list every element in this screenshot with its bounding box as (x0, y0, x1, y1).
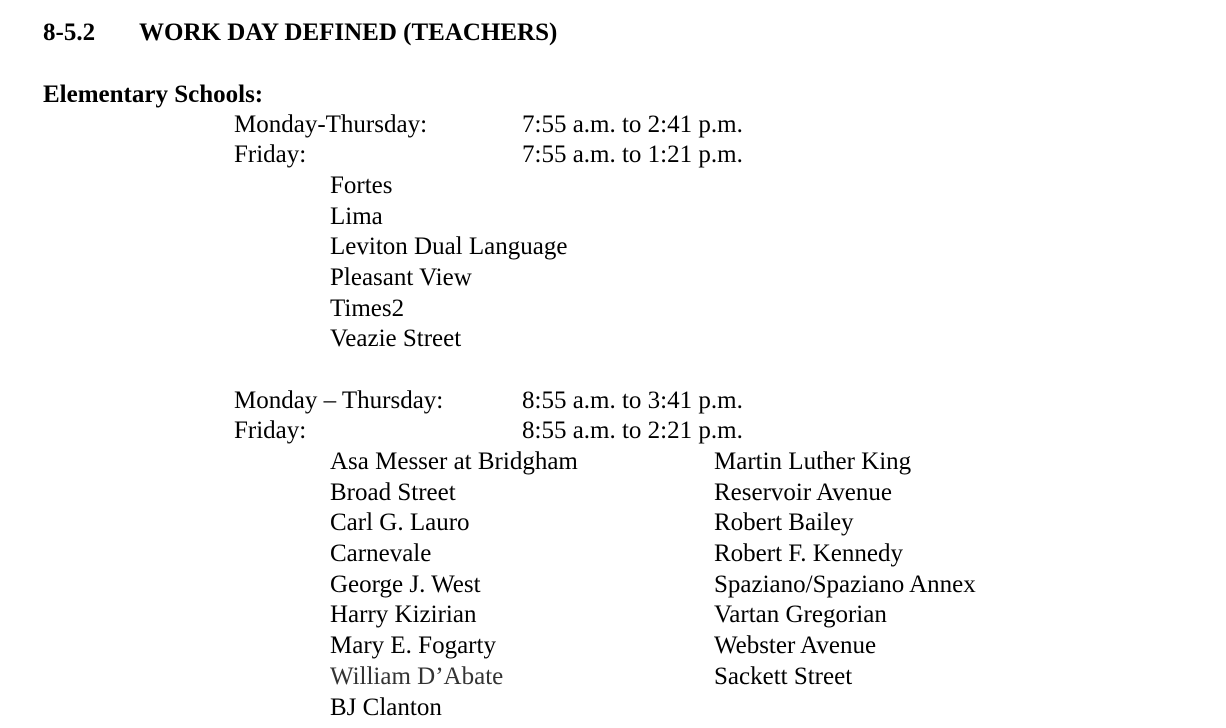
school-list-group1 (330, 171, 567, 355)
schedule-row (234, 140, 743, 170)
schedule-hours: 7:55 a.m. to 1:21 p.m. (522, 141, 743, 168)
schedule-row (234, 110, 743, 140)
elementary-schools-heading: Elementary Schools: (43, 81, 264, 108)
schedule-hours: 8:55 a.m. to 3:41 p.m. (522, 387, 743, 414)
school-name: George J. West (330, 570, 481, 598)
school-name: Sackett Street (714, 662, 853, 690)
schedule-day: Friday: (234, 417, 307, 444)
section-heading (43, 16, 557, 50)
schedule-hours: 8:55 a.m. to 2:21 p.m. (522, 417, 743, 444)
school-name: Carnevale (330, 540, 432, 568)
school-name: Robert Bailey (714, 509, 854, 537)
school-name: Asa Messer at Bridgham (330, 448, 578, 475)
school-name: Lima (330, 202, 383, 230)
school-name: Veazie Street (330, 325, 462, 353)
schedule-day: Monday-Thursday: (234, 111, 428, 138)
school-name: William D’Abate (330, 662, 504, 690)
section-number: 8-5.2 (43, 19, 96, 46)
school-name: Mary E. Fogarty (330, 632, 496, 660)
school-name: Broad Street (330, 478, 456, 506)
school-name: Robert F. Kennedy (714, 540, 903, 568)
schedule-row (234, 416, 743, 446)
schedule-hours: 7:55 a.m. to 2:41 p.m. (522, 111, 743, 138)
school-name: Carl G. Lauro (330, 509, 470, 537)
schedule-row (234, 386, 743, 416)
school-name: Reservoir Avenue (714, 478, 892, 506)
school-name: Leviton Dual Language (330, 233, 568, 261)
school-name: Vartan Gregorian (714, 601, 887, 629)
school-name: Pleasant View (330, 264, 472, 292)
school-name: BJ Clanton (330, 693, 442, 721)
school-name: Times2 (330, 294, 405, 322)
section-title: WORK DAY DEFINED (TEACHERS) (139, 19, 558, 46)
school-name: Fortes (330, 172, 393, 199)
school-name: Webster Avenue (714, 632, 877, 660)
schedule-day: Monday – Thursday: (234, 387, 444, 414)
school-name: Harry Kizirian (330, 601, 477, 629)
school-list-group2-left (330, 447, 578, 723)
school-name: Martin Luther King (714, 448, 912, 475)
schedule-day: Friday: (234, 141, 307, 168)
school-list-group2-right (714, 447, 976, 693)
school-name: Spaziano/Spaziano Annex (714, 570, 976, 598)
